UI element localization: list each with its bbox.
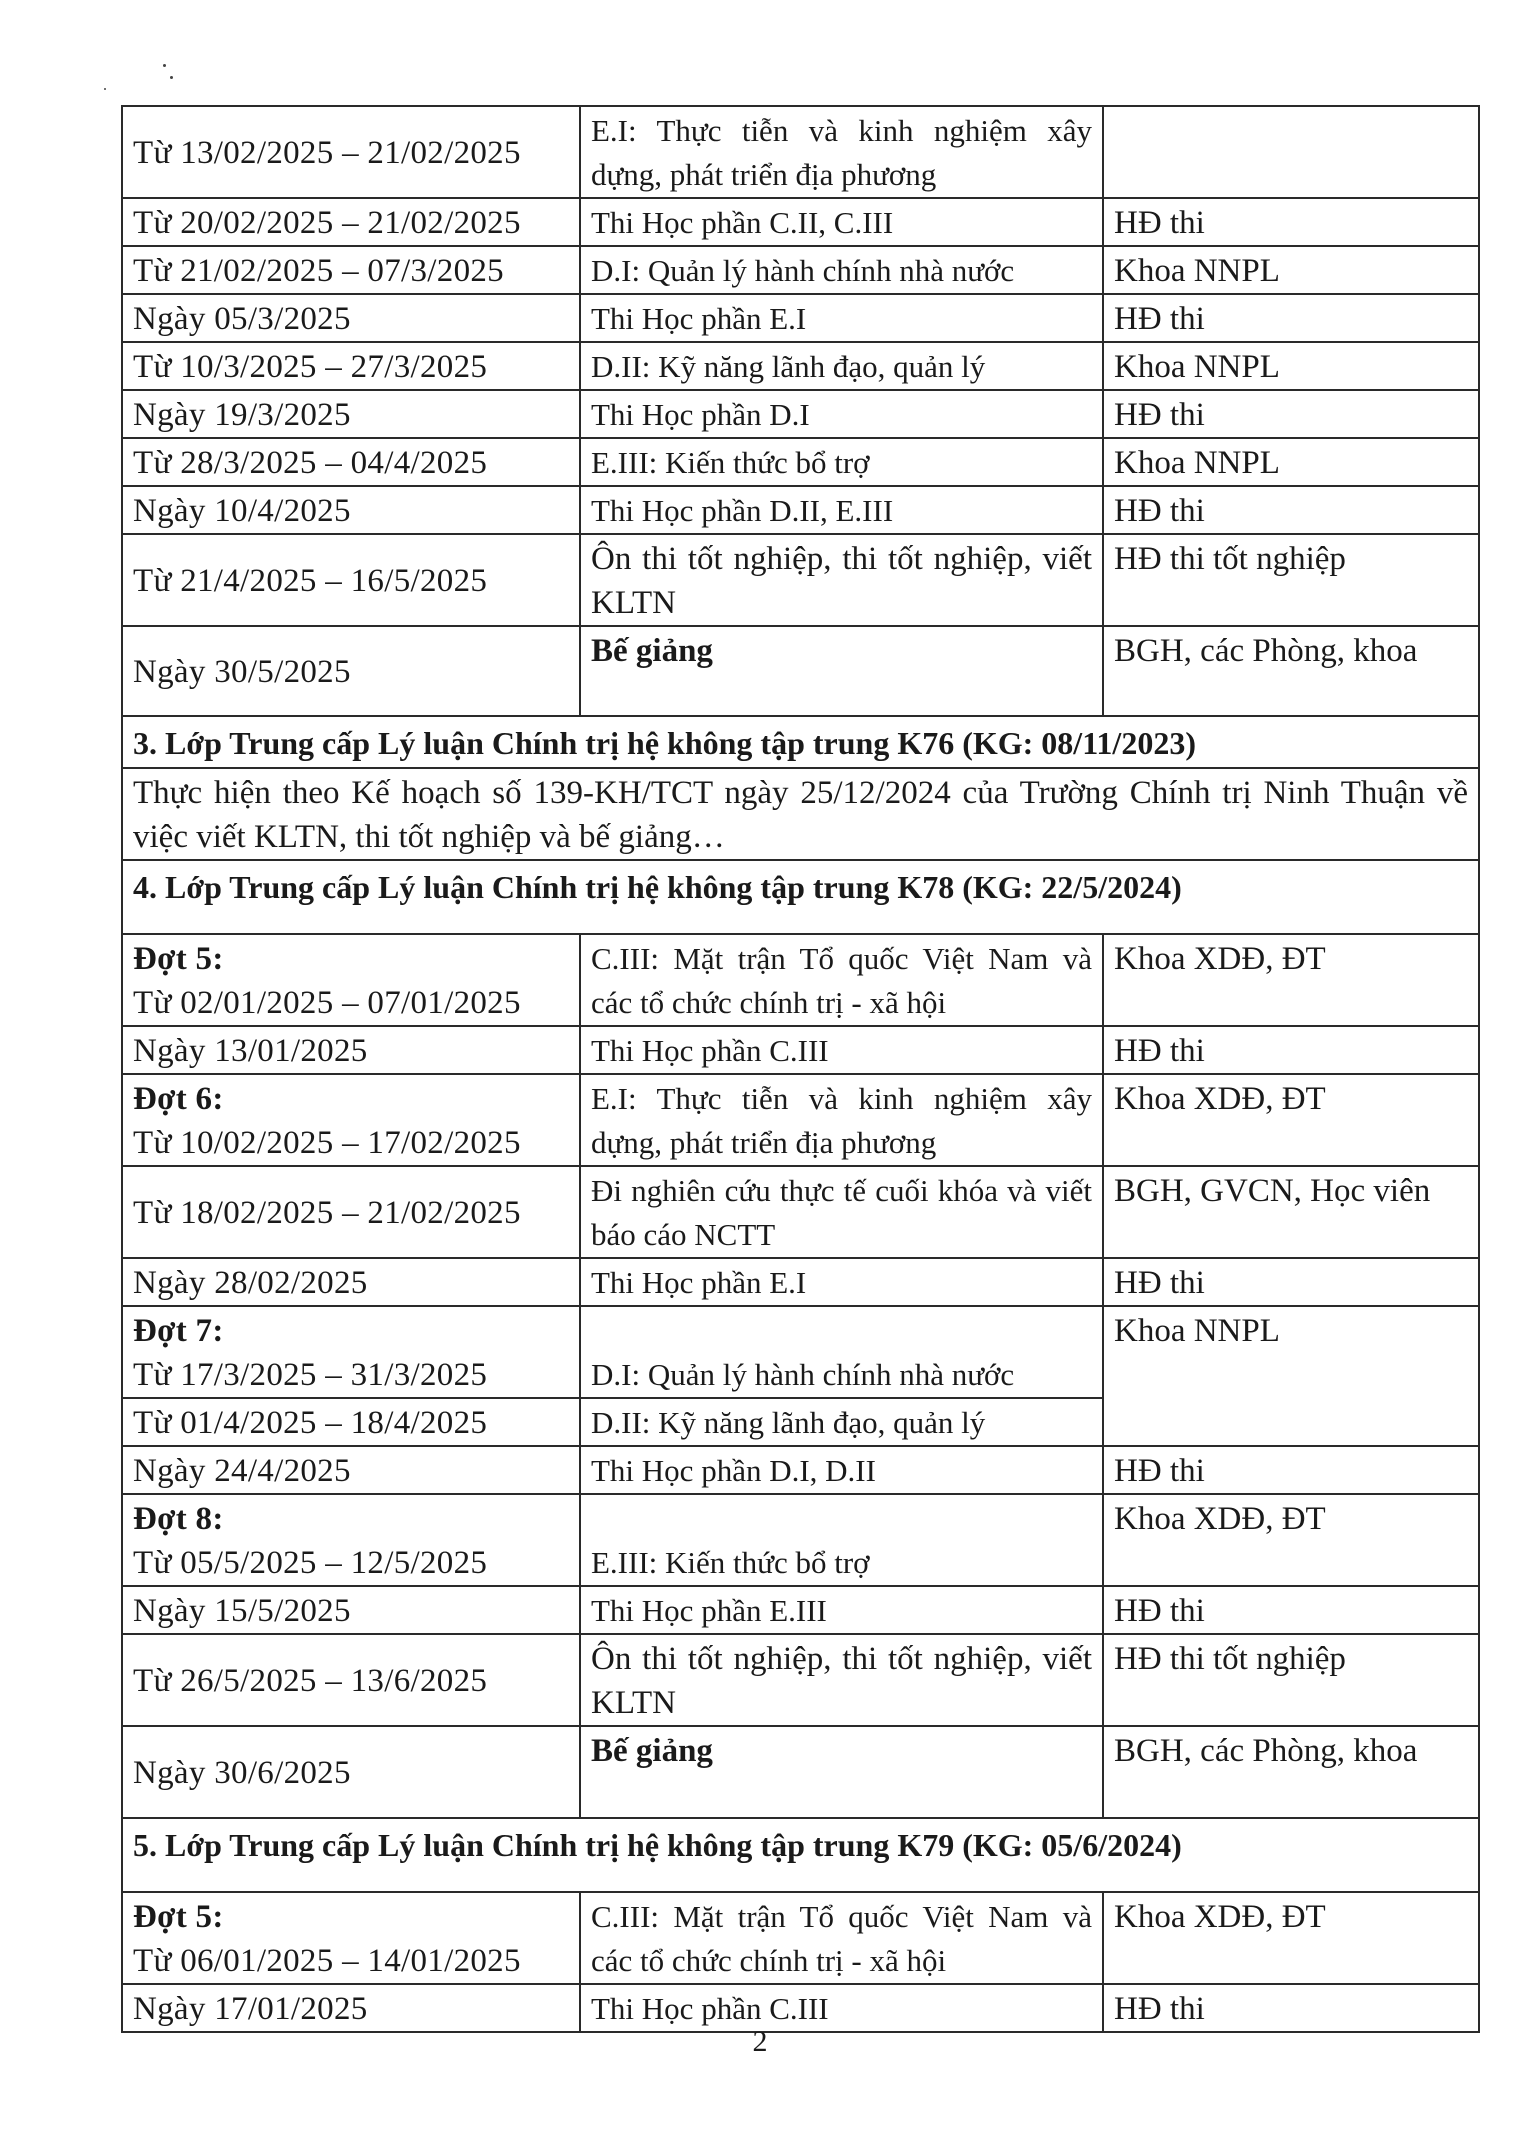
scan-speck (104, 88, 106, 90)
subject-cell: E.I: Thực tiễn và kinh nghiệm xây dựng, phát triển địa phương (580, 106, 1103, 198)
unit-cell (1103, 106, 1479, 198)
subject-cell: D.II: Kỹ năng lãnh đạo, quản lý (580, 342, 1103, 390)
table-row (122, 934, 1479, 1026)
subject-cell: Thi Học phần D.II, E.III (580, 486, 1103, 534)
subject-cell: Thi Học phần C.II, C.III (580, 198, 1103, 246)
wave-label: Đợt 5: (133, 1899, 224, 1935)
table-row (122, 294, 1479, 342)
date-cell: Ngày 30/5/2025 (122, 626, 580, 716)
section-header-k78 (122, 860, 1479, 934)
subject-cell: Thi Học phần E.III (580, 1586, 1103, 1634)
table-row (122, 486, 1479, 534)
unit-cell: HĐ thi (1103, 390, 1479, 438)
unit-cell: HĐ thi (1103, 486, 1479, 534)
scan-speck (163, 64, 166, 67)
date-cell: Ngày 10/4/2025 (122, 486, 580, 534)
subject-cell: C.III: Mặt trận Tổ quốc Việt Nam và các tổ chức chính trị - xã hội (580, 934, 1103, 1026)
date-cell: Từ 01/4/2025 – 18/4/2025 (122, 1398, 580, 1446)
unit-cell: Khoa NNPL (1103, 342, 1479, 390)
date-range: Từ 10/02/2025 – 17/02/2025 (133, 1125, 521, 1161)
unit-cell: HĐ thi tốt nghiệp (1103, 1634, 1479, 1726)
section-header-k79 (122, 1818, 1479, 1892)
date-cell: Ngày 13/01/2025 (122, 1026, 580, 1074)
table-row (122, 1446, 1479, 1494)
unit-cell: HĐ thi (1103, 198, 1479, 246)
table-row (122, 438, 1479, 486)
unit-cell: HĐ thi (1103, 1984, 1479, 2032)
date-cell (122, 1074, 580, 1166)
date-cell: Từ 13/02/2025 – 21/02/2025 (122, 106, 580, 198)
unit-cell: Khoa NNPL (1103, 438, 1479, 486)
date-cell (122, 1892, 580, 1984)
date-cell (122, 934, 580, 1026)
date-cell: Ngày 30/6/2025 (122, 1726, 580, 1818)
date-range: Từ 17/3/2025 – 31/3/2025 (133, 1357, 488, 1393)
date-cell: Ngày 28/02/2025 (122, 1258, 580, 1306)
table-row (122, 390, 1479, 438)
table-row (122, 1892, 1479, 1984)
date-cell: Từ 26/5/2025 – 13/6/2025 (122, 1634, 580, 1726)
unit-cell: HĐ thi (1103, 1026, 1479, 1074)
unit-cell: HĐ thi tốt nghiệp (1103, 534, 1479, 626)
section-note-k76 (122, 768, 1479, 860)
unit-cell: Khoa XDĐ, ĐT (1103, 1494, 1479, 1586)
subject-cell: Đi nghiên cứu thực tế cuối khóa và viết báo cáo NCTT (580, 1166, 1103, 1258)
unit-cell: BGH, các Phòng, khoa (1103, 626, 1479, 716)
date-range: Từ 02/01/2025 – 07/01/2025 (133, 985, 521, 1021)
unit-cell: HĐ thi (1103, 1446, 1479, 1494)
subject-cell: Thi Học phần D.I, D.II (580, 1446, 1103, 1494)
table-row (122, 1258, 1479, 1306)
table-row (122, 1026, 1479, 1074)
subject-cell: Ôn thi tốt nghiệp, thi tốt nghiệp, viết KLTN (580, 1634, 1103, 1726)
subject-cell: Bế giảng (580, 1726, 1103, 1818)
unit-cell: Khoa XDĐ, ĐT (1103, 1074, 1479, 1166)
note-text: Thực hiện theo Kế hoạch số 139-KH/TCT ngày 25/12/2024 của Trường Chính trị Ninh Thuận về việc viết KLTN, thi tốt nghiệp và bế giảng… (122, 768, 1479, 860)
subject-cell: Ôn thi tốt nghiệp, thi tốt nghiệp, viết KLTN (580, 534, 1103, 626)
subject-cell: E.I: Thực tiễn và kinh nghiệm xây dựng, phát triển địa phương (580, 1074, 1103, 1166)
wave-label: Đợt 5: (133, 941, 224, 977)
table-row (122, 1306, 1479, 1398)
page-number: 2 (752, 2025, 768, 2058)
unit-cell: HĐ thi (1103, 1586, 1479, 1634)
unit-cell: HĐ thi (1103, 1258, 1479, 1306)
table-row (122, 1586, 1479, 1634)
wave-label: Đợt 8: (133, 1501, 224, 1537)
date-cell: Ngày 05/3/2025 (122, 294, 580, 342)
section-title: 3. Lớp Trung cấp Lý luận Chính trị hệ không tập trung K76 (KG: 08/11/2023) (122, 716, 1479, 768)
unit-cell: BGH, các Phòng, khoa (1103, 1726, 1479, 1818)
date-cell: Ngày 24/4/2025 (122, 1446, 580, 1494)
table-row (122, 1074, 1479, 1166)
subject-cell: Thi Học phần D.I (580, 390, 1103, 438)
unit-cell: Khoa XDĐ, ĐT (1103, 1892, 1479, 1984)
subject-cell: Bế giảng (580, 626, 1103, 716)
section-title: 4. Lớp Trung cấp Lý luận Chính trị hệ không tập trung K78 (KG: 22/5/2024) (122, 860, 1479, 934)
table-row (122, 626, 1479, 716)
subject-cell: D.I: Quản lý hành chính nhà nước (580, 1306, 1103, 1398)
date-cell: Từ 20/02/2025 – 21/02/2025 (122, 198, 580, 246)
unit-cell: HĐ thi (1103, 294, 1479, 342)
section-title: 5. Lớp Trung cấp Lý luận Chính trị hệ không tập trung K79 (KG: 05/6/2024) (122, 1818, 1479, 1892)
subject-cell: Thi Học phần C.III (580, 1984, 1103, 2032)
scan-speck (170, 76, 173, 79)
table-row (122, 1634, 1479, 1726)
date-cell (122, 1306, 580, 1398)
wave-label: Đợt 6: (133, 1081, 224, 1117)
date-cell: Từ 18/02/2025 – 21/02/2025 (122, 1166, 580, 1258)
table-row (122, 534, 1479, 626)
date-cell: Ngày 19/3/2025 (122, 390, 580, 438)
table-row (122, 342, 1479, 390)
date-cell: Ngày 17/01/2025 (122, 1984, 580, 2032)
date-cell: Từ 21/4/2025 – 16/5/2025 (122, 534, 580, 626)
date-cell (122, 1494, 580, 1586)
date-range: Từ 05/5/2025 – 12/5/2025 (133, 1545, 488, 1581)
subject-cell: C.III: Mặt trận Tổ quốc Việt Nam và các tổ chức chính trị - xã hội (580, 1892, 1103, 1984)
subject-cell: Thi Học phần C.III (580, 1026, 1103, 1074)
date-cell: Từ 28/3/2025 – 04/4/2025 (122, 438, 580, 486)
unit-cell: Khoa XDĐ, ĐT (1103, 934, 1479, 1026)
schedule-table (121, 105, 1480, 2033)
section-header-k76 (122, 716, 1479, 768)
date-range: Từ 06/01/2025 – 14/01/2025 (133, 1943, 521, 1979)
unit-cell: Khoa NNPL (1103, 246, 1479, 294)
unit-cell: BGH, GVCN, Học viên (1103, 1166, 1479, 1258)
table-row (122, 1726, 1479, 1818)
wave-label: Đợt 7: (133, 1313, 224, 1349)
table-row (122, 1494, 1479, 1586)
unit-cell: Khoa NNPL (1103, 1306, 1479, 1446)
table-row (122, 106, 1479, 198)
table-row (122, 246, 1479, 294)
subject-cell: E.III: Kiến thức bổ trợ (580, 438, 1103, 486)
subject-cell: D.I: Quản lý hành chính nhà nước (580, 246, 1103, 294)
table-row (122, 198, 1479, 246)
table-row (122, 1166, 1479, 1258)
date-cell: Ngày 15/5/2025 (122, 1586, 580, 1634)
subject-cell: D.II: Kỹ năng lãnh đạo, quản lý (580, 1398, 1103, 1446)
date-cell: Từ 21/02/2025 – 07/3/2025 (122, 246, 580, 294)
subject-cell: E.III: Kiến thức bổ trợ (580, 1494, 1103, 1586)
subject-cell: Thi Học phần E.I (580, 1258, 1103, 1306)
date-cell: Từ 10/3/2025 – 27/3/2025 (122, 342, 580, 390)
subject-cell: Thi Học phần E.I (580, 294, 1103, 342)
